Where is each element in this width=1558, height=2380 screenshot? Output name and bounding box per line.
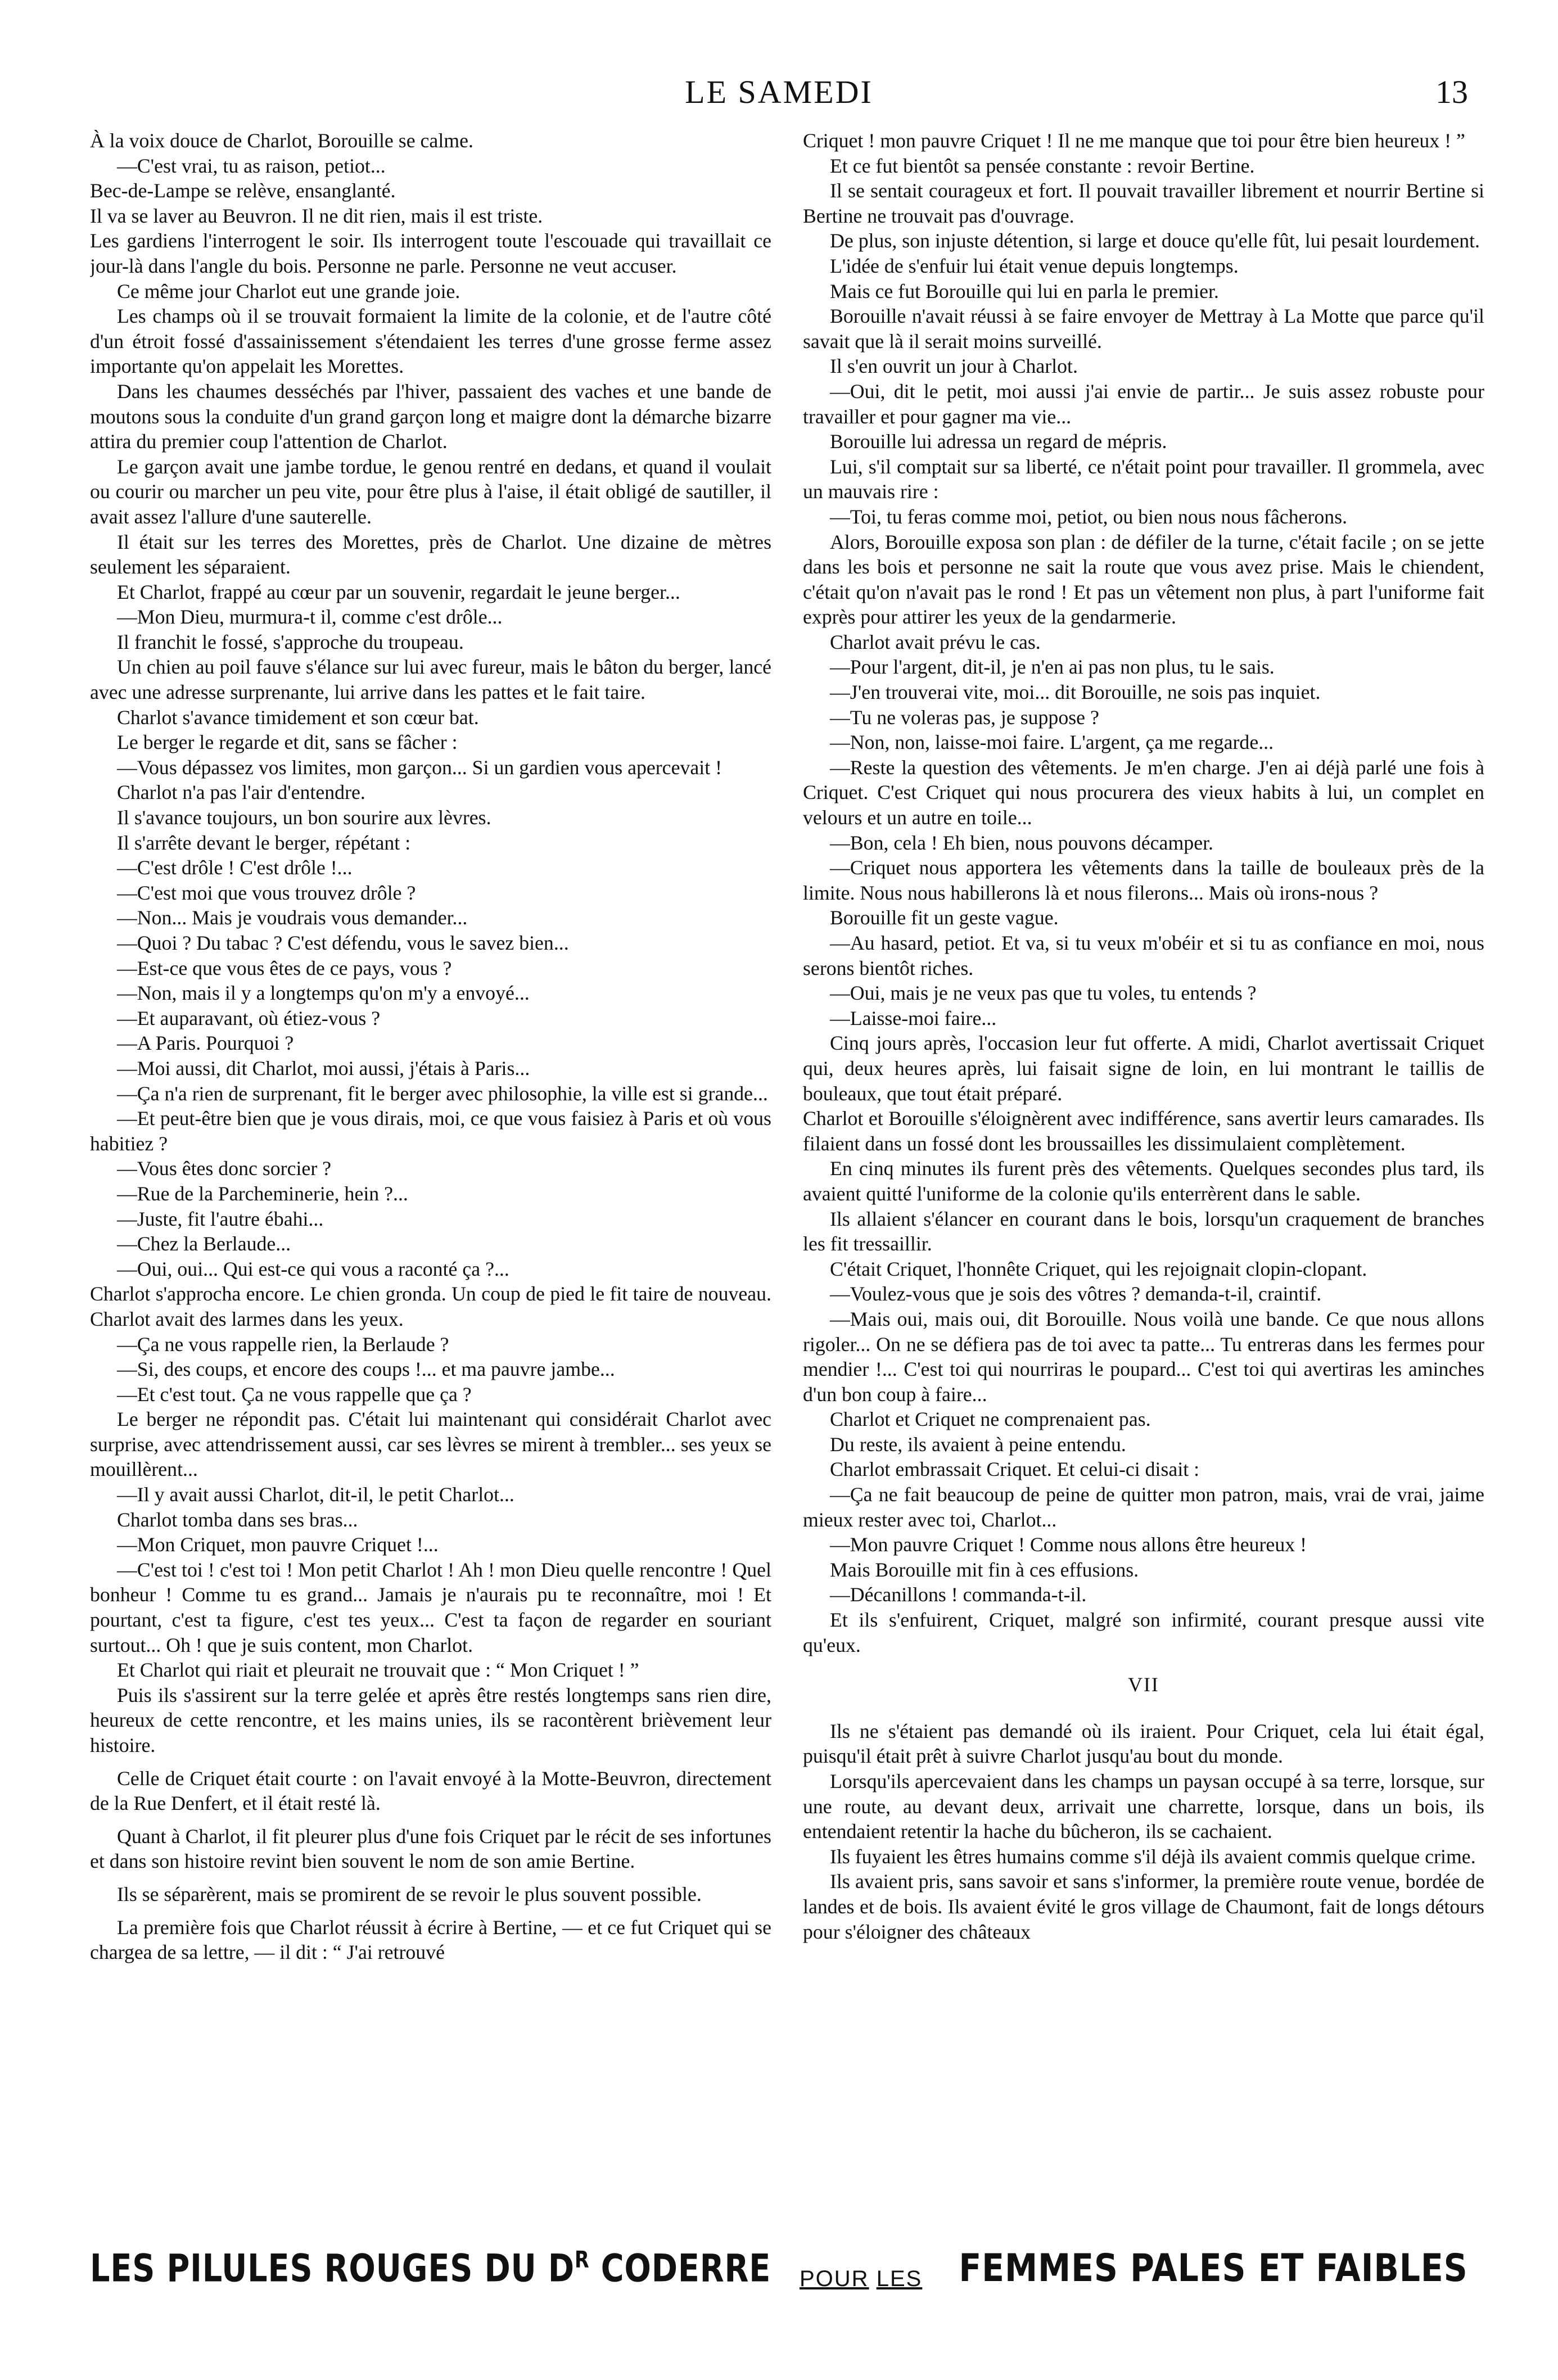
paragraph: Ils avaient pris, sans savoir et sans s'informer, la première route venue, bordée de landes et de bois. Ils avaient évité le gros village de Chaumont, fait de longs détours pour s'éloigner des châteaux [803,1870,1484,1943]
ad-connector [800,2266,922,2292]
paragraph: Et ils s'enfuirent, Criquet, malgré son infirmité, courant presque aussi vite qu'eux. [803,1609,1484,1656]
paragraph: Ils ne s'étaient pas demandé où ils iraient. Pour Criquet, cela lui était égal, puisqu'il était prêt à suivre Charlot jusqu'au bout du monde. [803,1719,1484,1768]
paragraph: —Au hasard, petiot. Et va, si tu veux m'obéir et si tu as confiance en moi, nous serons bientôt riches. [803,932,1484,979]
paragraph: —Laisse-moi faire... [830,1006,997,1029]
paragraph: Mais Borouille mit fin à ces effusions. [830,1558,1139,1581]
paragraph: Ce même jour Charlot eut une grande joie. [117,279,460,302]
paragraph: Le berger ne répondit pas. C'était lui maintenant qui considérait Charlot avec surprise, avec attendrissement aussi, car ses lèvres se mirent à trembler... ses yeux se mouillèrent... [90,1408,771,1481]
paragraph: Borouille lui adressa un regard de mépris. [830,430,1167,453]
ad-product-name [90,2246,771,2291]
paragraph: Borouille fit un geste vague. [830,906,1059,929]
paragraph: —Criquet nous apportera les vêtements dans la taille de bouleaux près de la limite. Nous nous habillerons là et nous filerons... Mais où irons-nous ? [803,856,1484,904]
ad-les: LES [876,2266,923,2291]
paragraph: Du reste, ils avaient à peine entendu. [830,1433,1126,1456]
paragraph: —Oui, dit le petit, moi aussi j'ai envie de partir... Je suis assez robuste pour travailler et pour gagner ma vie... [803,380,1484,428]
paragraph: Charlot avait prévu le cas. [830,630,1041,653]
paragraph: Le berger le regarde et dit, sans se fâcher : [117,731,458,754]
paragraph: —Si, des coups, et encore des coups !... et ma pauvre jambe... [117,1358,615,1381]
paragraph: —C'est drôle ! C'est drôle !... [117,856,353,879]
paragraph: —Et c'est tout. Ça ne vous rappelle que ça ? [117,1383,472,1406]
paragraph: Un chien au poil fauve s'élance sur lui avec fureur, mais le bâton du berger, lancé avec une adresse surprenante, lui arrive dans les pattes et le fait taire. [90,656,771,704]
left-column [90,128,771,2225]
paragraph: Charlot s'avance timidement et son cœur bat. [117,706,479,729]
paragraph: —Est-ce que vous êtes de ce pays, vous ? [117,956,452,979]
paragraph: —Juste, fit l'autre ébahi... [117,1207,324,1230]
page-number: 13 [1435,74,1468,110]
paragraph: —C'est moi que vous trouvez drôle ? [117,881,416,904]
paragraph: —Et auparavant, où étiez-vous ? [117,1006,381,1029]
journal-title: LE SAMEDI [685,74,873,110]
paragraph: Ils allaient s'élancer en courant dans le bois, lorsqu'un craquement de branches les fit tressaillir. [803,1207,1484,1256]
paragraph: —Reste la question des vêtements. Je m'en charge. J'en ai déjà parlé une fois à Criquet. C'est Criquet qui nous procurera des vieux habits à lui, un complet en velours et un autre en toile... [803,756,1484,829]
paragraph: Quant à Charlot, il fit pleurer plus d'une fois Criquet par le récit de ses infortunes et dans son histoire revint bien souvent le nom de son amie Bertine. [90,1824,771,1873]
paragraph: —Mon Dieu, murmura-t il, comme c'est drôle... [117,606,503,629]
paragraph: —Vous êtes donc sorcier ? [117,1157,332,1180]
paragraph: —Non, mais il y a longtemps qu'on m'y a envoyé... [117,982,530,1005]
paragraph: —Pour l'argent, dit-il, je n'en ai pas non plus, tu le sais. [830,656,1275,679]
paragraph: —Mon pauvre Criquet ! Comme nous allons être heureux ! [830,1533,1307,1556]
paragraph: —Non... Mais je voudrais vous demander... [117,906,468,929]
paragraph: Il s'avance toujours, un bon sourire aux lèvres. [117,806,491,829]
paragraph: Il s'arrête devant le berger, répétant : [117,831,411,854]
paragraph: Borouille n'avait réussi à se faire envoyer de Mettray à La Motte que parce qu'il savait que là il serait moins surveillé. [803,305,1484,353]
paragraph: Il franchit le fossé, s'approche du troupeau. [117,630,464,653]
paragraph: —Ça ne vous rappelle rien, la Berlaude ? [117,1333,449,1356]
paragraph: Alors, Borouille exposa son plan : de défiler de la turne, c'était facile ; on se jette dans les bois et personne ne sait la route que vous avez prise. Mais le chiendent, c'était qu'on n'avait pas le rond ! Et pas un vêtement non plus, à part l'uniforme fait exprès pour attirer les yeux de la gendarmerie. [803,530,1484,629]
paragraph: Dans les chaumes desséchés par l'hiver, passaient des vaches et une bande de moutons sous la conduite d'un grand garçon long et maigre dont la démarche bizarre attira du premier coup l'attention de Charlot. [90,380,771,453]
paragraph: Il se sentait courageux et fort. Il pouvait travailler librement et nourrir Bertine si Bertine ne trouvait pas d'ouvrage. [803,179,1484,227]
paragraph: —C'est vrai, tu as raison, petiot... [117,154,386,177]
paragraph: Les champs où il se trouvait formaient la limite de la colonie, et de l'autre côté d'un étroit fossé d'assainissement s'étendaient les terres d'une grosse ferme assez importante qu'on appelait les Morettes. [90,305,771,378]
paragraph: —Tu ne voleras pas, je suppose ? [830,706,1099,729]
paragraph: La première fois que Charlot réussit à écrire à Bertine, — et ce fut Criquet qui se chargea de sa lettre, — il dit : “ J'ai retrouvé [90,1916,771,1964]
paragraph: —Rue de la Parcheminerie, hein ?... [117,1182,408,1205]
paragraph: Puis ils s'assirent sur la terre gelée et après être restés longtemps sans rien dire, heureux de cette rencontre, et les mains unies, ils se racontèrent brièvement leur histoire. [90,1683,771,1756]
paragraph: —Moi aussi, dit Charlot, moi aussi, j'étais à Paris... [117,1056,530,1080]
right-column [803,128,1484,2225]
paragraph: Criquet ! mon pauvre Criquet ! Il ne me manque que toi pour être bien heureux ! ” [803,129,1465,152]
paragraph: Le garçon avait une jambe tordue, le genou rentré en dedans, et quand il voulait ou courir ou marcher un peu vite, pour être plus à l'aise, il était obligé de sautiller, il avait assez l'allure d'une sauterelle. [90,455,771,528]
page-header [90,73,1468,112]
ad-doctor-abbrev: R [574,2246,590,2273]
paragraph: Mais ce fut Borouille qui lui en parla le premier. [830,279,1219,302]
paragraph: Lui, s'il comptait sur sa liberté, ce n'était point pour travailler. Il grommela, avec un mauvais rire : [803,455,1484,503]
paragraph: —Chez la Berlaude... [117,1232,291,1256]
chapter-heading: VII [1128,1673,1159,1696]
paragraph: Et Charlot, frappé au cœur par un souvenir, regardait le jeune berger... [117,580,680,603]
paragraph: —Ça n'a rien de surprenant, fit le berger avec philosophie, la ville est si grande... [117,1082,768,1105]
paragraph: —Décanillons ! commanda-t-il. [830,1583,1087,1606]
ad-product-text: LES PILULES ROUGES DU D [90,2246,575,2291]
paragraph: —J'en trouverai vite, moi... dit Borouille, ne sois pas inquiet. [830,681,1321,704]
paragraph: —Et peut-être bien que je vous dirais, moi, ce que vous faisiez à Paris et où vous habitiez ? [90,1107,771,1155]
paragraph: Charlot embrassait Criquet. Et celui-ci disait : [830,1458,1200,1481]
paragraph: —Mon Criquet, mon pauvre Criquet !... [117,1533,439,1556]
paragraph: —Mais oui, mais oui, dit Borouille. Nous voilà une bande. Ce que nous allons rigoler... On ne se défiera pas de toi avec ta patte... Tu entreras dans les fermes pour mendier !... C'est toi qui nourriras le poupard... C'est toi qui avertiras les aminches d'un bon coup à faire... [803,1307,1484,1406]
paragraph: Ils se séparèrent, mais se promirent de se revoir le plus souvent possible. [117,1882,702,1905]
paragraph: L'idée de s'enfuir lui était venue depuis longtemps. [830,254,1239,277]
advertisement-banner [90,2246,1468,2302]
paragraph: À la voix douce de Charlot, Borouille se calme. [90,129,473,152]
paragraph: Il était sur les terres des Morettes, près de Charlot. Une dizaine de mètres seulement les séparaient. [90,530,771,579]
paragraph: C'était Criquet, l'honnête Criquet, qui les rejoignait clopin-clopant. [830,1257,1367,1280]
paragraph: —Non, non, laisse-moi faire. L'argent, ça me regarde... [830,731,1274,754]
paragraph: Et Charlot qui riait et pleurait ne trouvait que : “ Mon Criquet ! ” [117,1659,639,1682]
paragraph: —Il y avait aussi Charlot, dit-il, le petit Charlot... [117,1483,514,1506]
paragraph: Charlot tomba dans ses bras... [117,1508,358,1531]
paragraph: Ils fuyaient les êtres humains comme s'il déjà ils avaient commis quelque crime. [830,1845,1476,1868]
paragraph: En cinq minutes ils furent près des vêtements. Quelques secondes plus tard, ils avaient quitté l'uniforme de la colonie qu'ils enterrèrent dans le sable. [803,1157,1484,1205]
paragraph: Cinq jours après, l'occasion leur fut offerte. A midi, Charlot avertissait Criquet qui, deux heures après, lui faisait signe de loin, en lui montrant le taillis de bouleaux, que tout était préparé. [803,1032,1484,1105]
paragraph: Les gardiens l'interrogent le soir. Ils interrogent toute l'escouade qui travaillait ce jour-là dans l'angle du bois. Personne ne parle. Personne ne veut accuser. [90,229,771,277]
paragraph: —Oui, oui... Qui est-ce qui vous a raconté ça ?... [117,1257,509,1280]
paragraph: —Oui, mais je ne veux pas que tu voles, tu entends ? [830,982,1257,1005]
paragraph: Lorsqu'ils apercevaient dans les champs un paysan occupé à sa terre, lorsque, sur une route, au devant deux, arrivait une charrette, lorsque, dans un bois, ils entendaient retentir la hache du bûcheron, ils se cachaient. [803,1770,1484,1843]
paragraph: —Ça ne fait beaucoup de peine de quitter mon patron, mais, vrai de vrai, jaime mieux rester avec toi, Charlot... [803,1483,1484,1531]
paragraph: —Quoi ? Du tabac ? C'est défendu, vous le savez bien... [117,932,569,954]
paragraph: —Bon, cela ! Eh bien, nous pouvons décamper. [830,831,1213,854]
paragraph: —Voulez-vous que je sois des vôtres ? demanda-t-il, craintif. [830,1282,1322,1306]
paragraph: De plus, son injuste détention, si large et douce qu'elle fût, lui pesait lourdement. [830,229,1480,252]
paragraph: Charlot s'approcha encore. Le chien gronda. Un coup de pied le fit taire de nouveau. Charlot avait des larmes dans les yeux. [90,1282,771,1330]
paragraph: —Toi, tu feras comme moi, petiot, ou bien nous nous fâcherons. [830,505,1348,528]
paragraph: Et ce fut bientôt sa pensée constante : revoir Bertine. [830,154,1255,177]
paragraph: Bec-de-Lampe se relève, ensanglanté. [90,179,396,202]
paragraph: —C'est toi ! c'est toi ! Mon petit Charlot ! Ah ! mon Dieu quelle rencontre ! Quel bonheur ! Comme tu es grand... Jamais je n'aurais pu te reconnaître, moi ! Et pourtant, c'est ta figure, c'est tes yeux... C'est ta façon de regarder en souriant surtout... Oh ! que je suis content, mon Charlot. [90,1558,771,1656]
paragraph: Charlot n'a pas l'air d'entendre. [117,781,365,804]
ad-product-end: CODERRE [589,2246,771,2291]
ad-pour: POUR [800,2266,869,2291]
paragraph: —Vous dépassez vos limites, mon garçon... Si un gardien vous apercevait ! [117,756,722,779]
paragraph: Il va se laver au Beuvron. Il ne dit rien, mais il est triste. [90,204,543,227]
paragraph: Charlot et Borouille s'éloignèrent avec indifférence, sans avertir leurs camarades. Ils filaient dans un fossé dont les broussailles les dissimulaient complètement. [803,1107,1484,1155]
paragraph: Charlot et Criquet ne comprenaient pas. [830,1408,1151,1431]
paragraph: —A Paris. Pourquoi ? [117,1032,294,1055]
paragraph: Il s'en ouvrit un jour à Charlot. [830,355,1078,378]
ad-target: FEMMES PALES ET FAIBLES [959,2246,1468,2291]
paragraph: Celle de Criquet était courte : on l'avait envoyé à la Motte-Beuvron, directement de la Rue Denfert, et il était resté là. [90,1767,771,1815]
